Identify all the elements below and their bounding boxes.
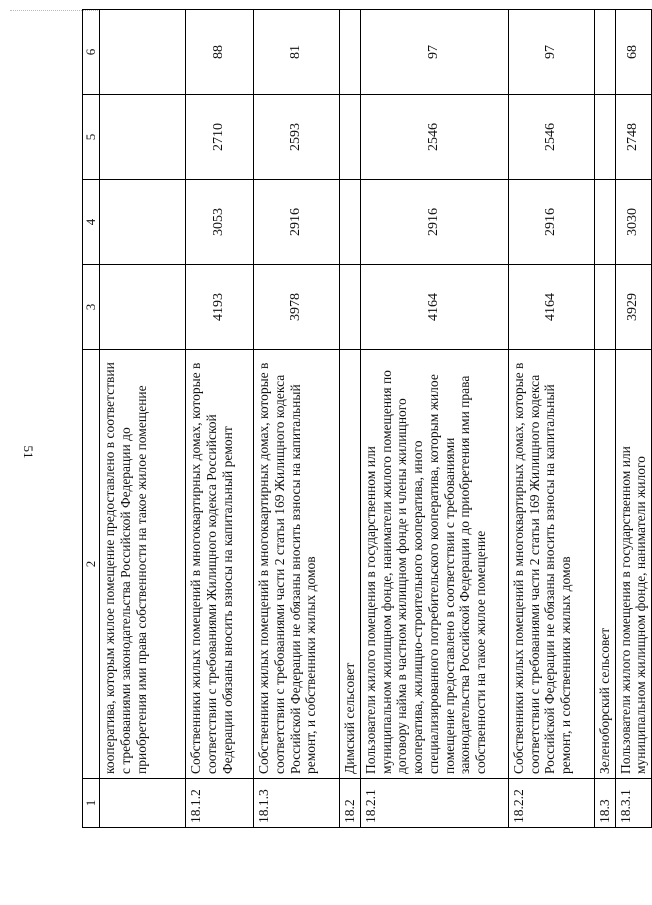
row-col-3 xyxy=(100,265,186,350)
table-row xyxy=(100,10,186,828)
row-text: Собственники жилых помещений в многоквартирных домах, которые в соответствии с требованиями части 2 статьи 169 Жилищного кодекса Российской Федерации не обязаны вносить взносы на капитальный ремонт, и собственники жилых домов xyxy=(254,350,340,779)
table-row xyxy=(615,10,652,828)
row-col-3: 4164 xyxy=(360,265,508,350)
tariff-table xyxy=(82,9,652,828)
row-col-4: 3030 xyxy=(615,180,652,265)
row-col-4 xyxy=(594,180,615,265)
row-col-4: 3053 xyxy=(186,180,254,265)
row-code xyxy=(100,779,186,828)
section-title: Зеленоборский сельсовет xyxy=(594,350,615,779)
table-row xyxy=(508,10,594,828)
row-col-5: 2546 xyxy=(360,95,508,180)
row-col-6: 81 xyxy=(254,10,340,95)
row-code: 18.1.3 xyxy=(254,779,340,828)
header-col-3: 3 xyxy=(83,265,100,350)
header-col-1: 1 xyxy=(83,779,100,828)
row-col-6: 88 xyxy=(186,10,254,95)
header-col-2: 2 xyxy=(83,350,100,779)
row-text: Пользователи жилого помещения в государственном или муниципальном жилищном фонде, наниматели жилого xyxy=(615,350,652,779)
row-col-5: 2593 xyxy=(254,95,340,180)
header-col-6: 6 xyxy=(83,10,100,95)
row-col-6 xyxy=(594,10,615,95)
row-col-3: 4193 xyxy=(186,265,254,350)
row-text: Собственники жилых помещений в многоквартирных домах, которые в соответствии с требованиями Жилищного кодекса Российской Федерации обязаны вносить взносы на капитальный ремонт xyxy=(186,350,254,779)
table-row xyxy=(186,10,254,828)
row-col-6 xyxy=(340,10,361,95)
header-col-5: 5 xyxy=(83,95,100,180)
row-code: 18.2.2 xyxy=(508,779,594,828)
row-col-4 xyxy=(340,180,361,265)
row-col-4: 2916 xyxy=(360,180,508,265)
row-col-3: 4164 xyxy=(508,265,594,350)
page-number: 51 xyxy=(21,445,36,459)
row-text: Пользователи жилого помещения в государственном или муниципальном жилищном фонде, наниматели жилого помещения по договору найма в частном жилищном фонде и члены жилищного кооператива, жилищно-строительного кооператива, иного специализированного потребительского кооператива, которым жилое помещение предоставлено в соответствии с требованиями законодательства Российской Федерации до приобретения ими права собственности на такое жилое помещение xyxy=(360,350,508,779)
row-col-5: 2546 xyxy=(508,95,594,180)
row-col-6: 68 xyxy=(615,10,652,95)
header-row xyxy=(83,10,100,828)
row-code: 18.2 xyxy=(340,779,361,828)
row-code: 18.1.2 xyxy=(186,779,254,828)
section-row xyxy=(340,10,361,828)
row-col-5: 2748 xyxy=(615,95,652,180)
row-col-3: 3929 xyxy=(615,265,652,350)
row-col-5 xyxy=(340,95,361,180)
rotated-table-container xyxy=(82,45,649,828)
row-col-3 xyxy=(340,265,361,350)
row-col-6: 97 xyxy=(508,10,594,95)
row-col-6: 97 xyxy=(360,10,508,95)
row-text: кооператива, которым жилое помещение предоставлено в соответствии с требованиями законодательства Российской Федерации до приобретения ими права собственности на такое жилое помещение xyxy=(100,350,186,779)
row-col-3: 3978 xyxy=(254,265,340,350)
row-code: 18.3.1 xyxy=(615,779,652,828)
row-col-5 xyxy=(594,95,615,180)
table-row xyxy=(254,10,340,828)
row-col-6 xyxy=(100,10,186,95)
row-text: Собственники жилых помещений в многоквартирных домах, которые в соответствии с требованиями части 2 статьи 169 Жилищного кодекса Российской Федерации не обязаны вносить взносы на капитальный ремонт, и собственники жилых домов xyxy=(508,350,594,779)
header-col-4: 4 xyxy=(83,180,100,265)
row-code: 18.2.1 xyxy=(360,779,508,828)
row-code: 18.3 xyxy=(594,779,615,828)
row-col-4 xyxy=(100,180,186,265)
section-title: Димский сельсовет xyxy=(340,350,361,779)
row-col-4: 2916 xyxy=(508,180,594,265)
row-col-5: 2710 xyxy=(186,95,254,180)
table-row xyxy=(360,10,508,828)
row-col-3 xyxy=(594,265,615,350)
section-row xyxy=(594,10,615,828)
row-col-5 xyxy=(100,95,186,180)
row-col-4: 2916 xyxy=(254,180,340,265)
